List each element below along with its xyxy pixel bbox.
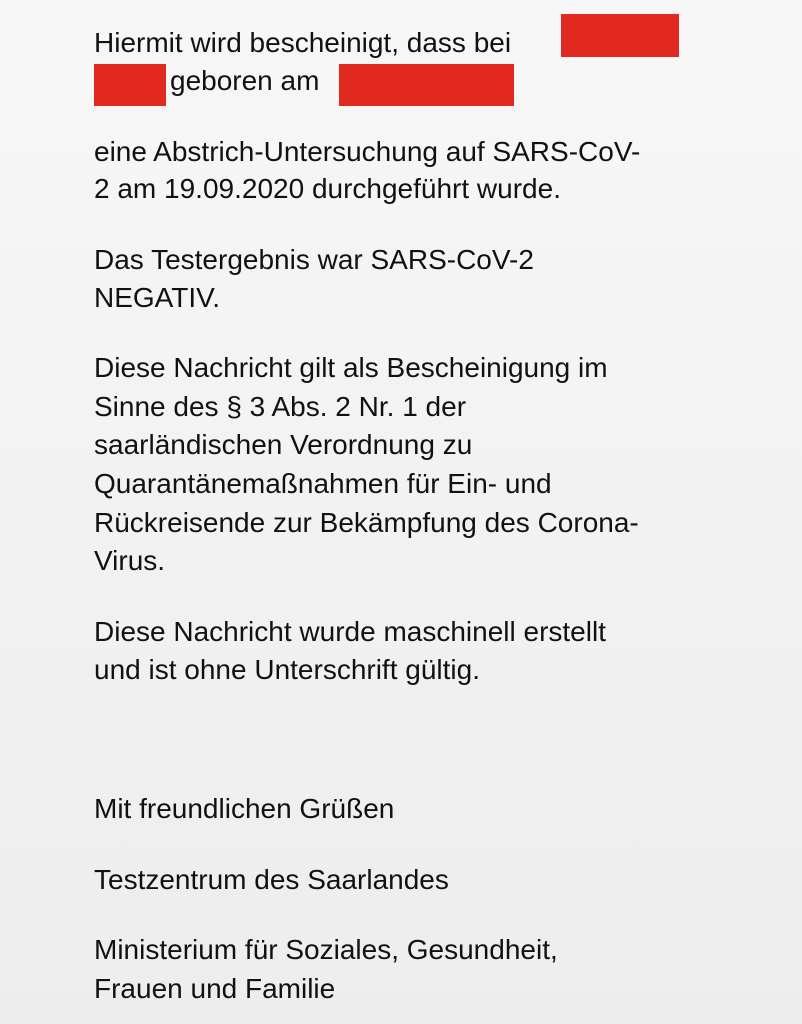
redacted-name-block	[561, 14, 679, 57]
legal-text-line-3: saarländischen Verordnung zu	[94, 429, 473, 460]
result-text-line-1: Das Testergebnis war SARS-CoV-2	[94, 244, 534, 275]
legal-text-line-2: Sinne des § 3 Abs. 2 Nr. 1 der	[94, 391, 467, 422]
legal-text-line-6: Virus.	[94, 545, 166, 576]
closing-greeting: Mit freundlichen Grüßen	[94, 793, 395, 824]
legal-text-line-4: Quarantänemaßnahmen für Ein- und	[94, 468, 552, 499]
exam-text-line-2: 2 am 19.09.2020 durchgeführt wurde.	[94, 173, 561, 204]
ministry-line-1: Ministerium für Soziales, Gesundheit,	[94, 934, 558, 965]
intro-text-line-1: Hiermit wird bescheinigt, dass bei	[94, 27, 512, 58]
exam-text-line-1: eine Abstrich-Untersuchung auf SARS-CoV-	[94, 136, 641, 167]
legal-text-line-1: Diese Nachricht gilt als Bescheinigung im	[94, 352, 608, 383]
intro-text-line-2: geboren am	[170, 65, 320, 96]
redacted-name-continuation-block	[94, 64, 166, 106]
ministry-line-2: Frauen und Familie	[94, 973, 336, 1004]
sender-name: Testzentrum des Saarlandes	[94, 864, 449, 895]
legal-text-line-5: Rückreisende zur Bekämpfung des Corona-	[94, 507, 639, 538]
redacted-birthdate-block	[339, 64, 514, 106]
result-text-line-2: NEGATIV.	[94, 282, 221, 313]
machine-note-line-2: und ist ohne Unterschrift gültig.	[94, 654, 480, 685]
machine-note-line-1: Diese Nachricht wurde maschinell erstellt	[94, 616, 606, 647]
